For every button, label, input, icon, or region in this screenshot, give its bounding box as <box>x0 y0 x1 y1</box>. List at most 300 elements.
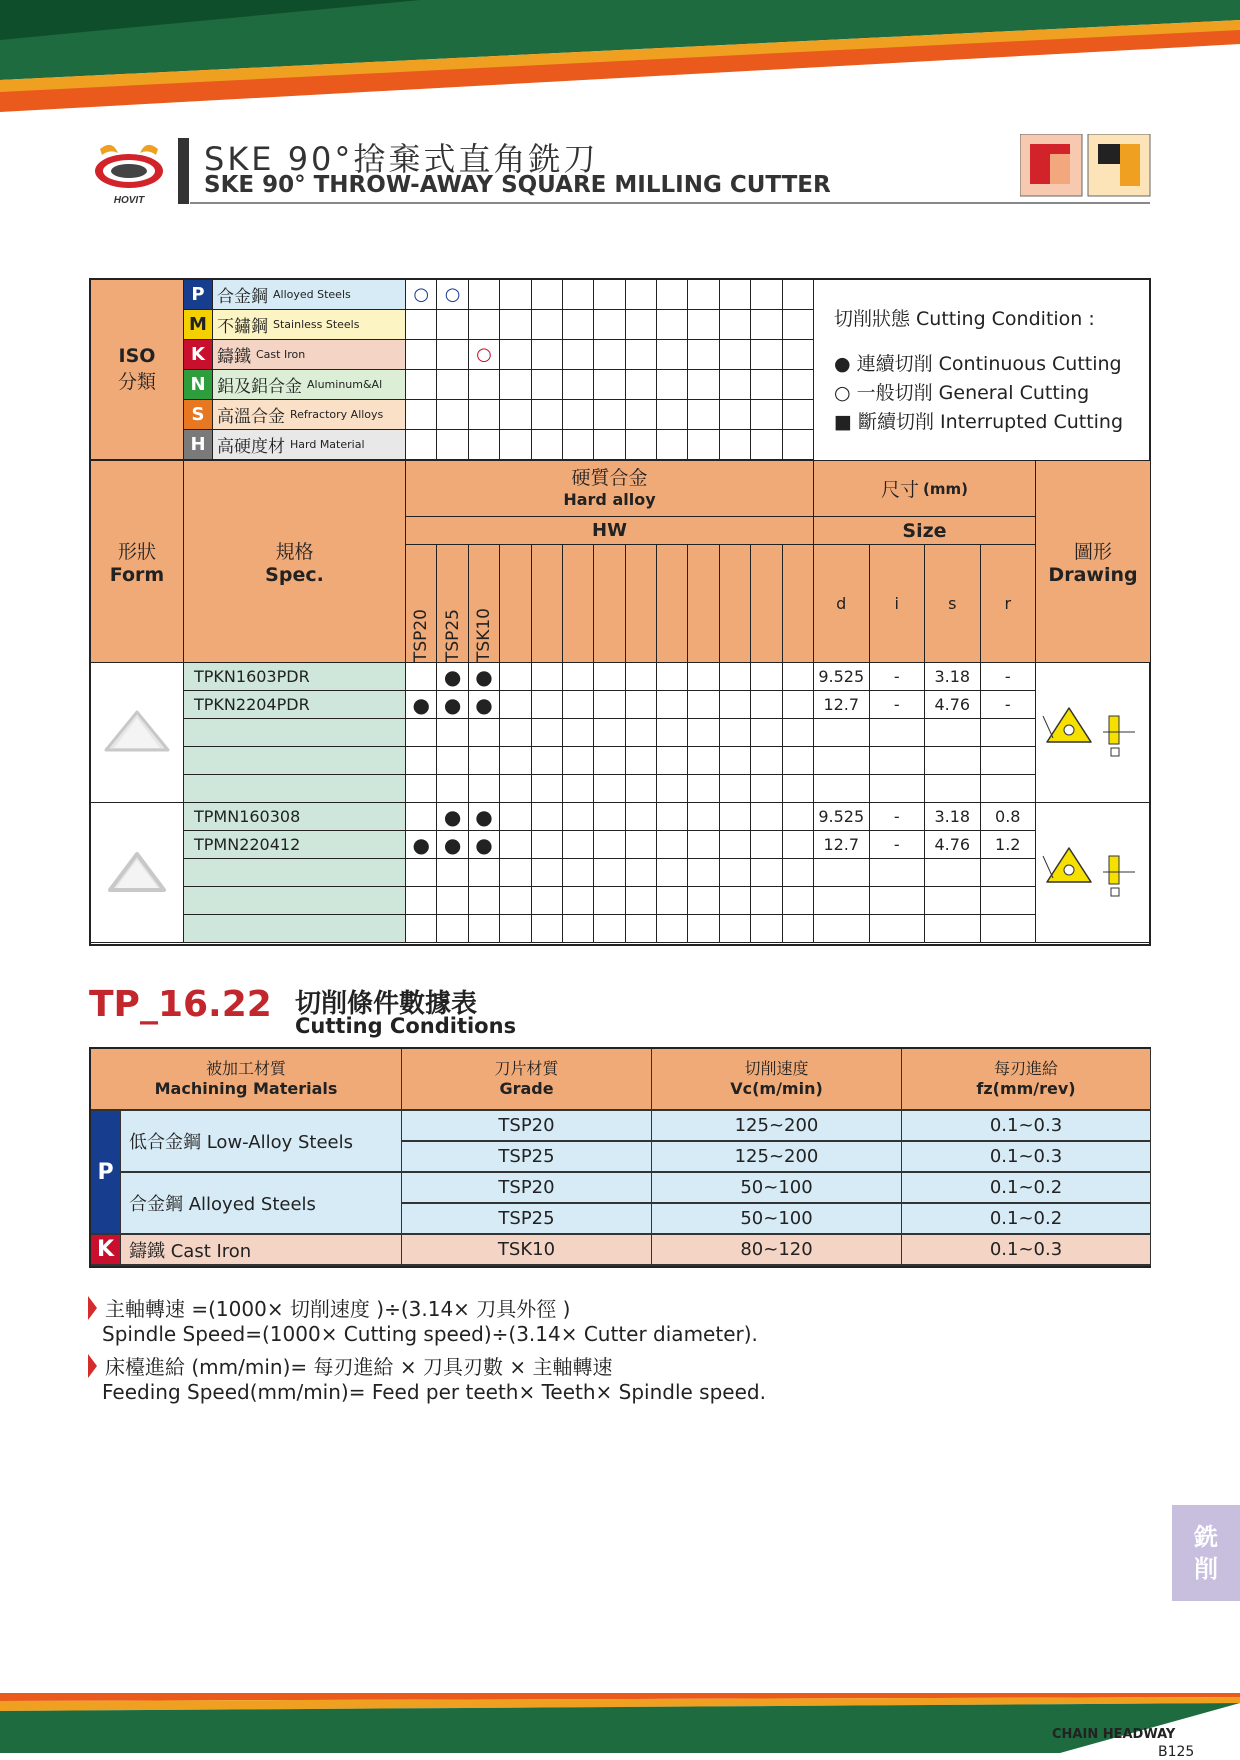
grade-mark-cell <box>500 915 531 943</box>
iso-material-m-cn: 不鏽鋼 <box>217 317 268 337</box>
iso-grid-cell <box>500 310 531 340</box>
material-low-alloy: 低合金鋼 Low-Alloy Steels <box>121 1111 402 1173</box>
grade-mark-cell <box>406 691 437 719</box>
material-cast-iron: 鑄鐵 Cast Iron <box>121 1235 402 1266</box>
grade-mark-cell <box>500 691 531 719</box>
grade-mark-cell <box>594 915 625 943</box>
condition-fz: 0.1~0.2 <box>902 1173 1151 1204</box>
grade-mark-cell <box>626 915 657 943</box>
conditions-title-cn: 切削條件數據表 <box>295 989 478 1019</box>
milling-type-icons <box>1020 134 1152 198</box>
size-value-s: 4.76 <box>925 691 981 719</box>
grade-mark-cell <box>751 803 782 831</box>
grade-mark-cell <box>720 915 751 943</box>
iso-grid-cell <box>532 430 563 460</box>
grade-mark-cell <box>688 663 719 691</box>
size-value-i <box>870 887 926 915</box>
note-feed-en: Feeding Speed(mm/min)= Feed per teeth× Teeth× Spindle speed. <box>102 1380 766 1404</box>
brand-text: HOVIT <box>113 195 145 206</box>
grade-mark-cell <box>594 775 625 803</box>
grade-mark-cell <box>751 775 782 803</box>
grade-mark-cell <box>469 887 500 915</box>
grade-mark-cell <box>406 719 437 747</box>
size-value-d <box>814 915 870 943</box>
grade-mark-cell <box>563 719 594 747</box>
grade-mark-cell <box>657 831 688 859</box>
iso-material-m <box>213 310 406 340</box>
size-value-s <box>925 859 981 887</box>
size-value-s: 3.18 <box>925 663 981 691</box>
hard-alloy-en: Hard alloy <box>563 489 656 509</box>
iso-grid-cell <box>657 280 688 310</box>
size-value-r: - <box>981 663 1037 691</box>
iso-grid-cell <box>500 340 531 370</box>
grade-mark-cell <box>751 831 782 859</box>
iso-grid-cell <box>437 310 468 340</box>
iso-grid-cell <box>532 340 563 370</box>
col-header-material <box>91 1049 402 1111</box>
size-header-cn <box>814 461 1036 517</box>
grade-mark-cell <box>437 915 468 943</box>
note-feed-cn-text: 床檯進給 (mm/min)= 每刃進給 × 刀具刃數 × 主軸轉速 <box>105 1355 613 1379</box>
size-value-s: 4.76 <box>925 831 981 859</box>
iso-grid-cell <box>688 340 719 370</box>
drawing-cell-tpmn <box>1036 803 1151 943</box>
iso-label-cn: 分類 <box>117 371 156 393</box>
footer-banner <box>0 1693 1240 1753</box>
grade-mark-cell <box>469 859 500 887</box>
grade-mark-cell <box>469 719 500 747</box>
iso-grid-cell <box>688 310 719 340</box>
grade-mark-cell <box>563 663 594 691</box>
grade-mark-cell <box>532 691 563 719</box>
grade-mark-cell <box>594 691 625 719</box>
form-header <box>91 461 184 663</box>
grade-mark-cell <box>437 887 468 915</box>
condition-grade: TSP20 <box>402 1173 652 1204</box>
size-value-r: 0.8 <box>981 803 1037 831</box>
iso-applicability-mark: ○ <box>476 343 492 365</box>
legend-continuous: ● 連續切削 Continuous Cutting <box>834 353 1122 375</box>
grade-mark-cell <box>783 859 814 887</box>
iso-letter-p: P <box>184 280 213 310</box>
grade-mark-cell <box>751 915 782 943</box>
conditions-title-en: Cutting Conditions <box>295 1014 517 1038</box>
iso-letter-s: S <box>184 400 213 430</box>
iso-material-s-cn: 高溫合金 <box>217 407 285 427</box>
iso-grid-cell <box>406 370 437 400</box>
grade-mark-cell <box>437 831 468 859</box>
iso-grid-cell <box>594 430 625 460</box>
grade-mark-cell <box>751 887 782 915</box>
grade-mark-cell <box>437 663 468 691</box>
size-value-r <box>981 887 1037 915</box>
grade-header-cell <box>406 545 437 663</box>
grade-header-cell <box>437 545 468 663</box>
iso-grid-cell <box>751 370 782 400</box>
iso-grid-cell <box>532 400 563 430</box>
iso-grid-cell <box>783 310 814 340</box>
iso-grid-cell <box>594 310 625 340</box>
grade-header-cell <box>469 545 500 663</box>
legend-interrupted: ■ 斷續切削 Interrupted Cutting <box>834 411 1124 433</box>
spec-row-name: TPKN2204PDR <box>184 691 406 719</box>
iso-grid-cell <box>500 400 531 430</box>
condition-fz: 0.1~0.2 <box>902 1204 1151 1235</box>
grade-mark-cell <box>626 803 657 831</box>
grade-applicability-dot: ● <box>443 664 462 689</box>
iso-grid-cell <box>783 400 814 430</box>
hard-alloy-cn: 硬質合金 <box>571 466 648 489</box>
grade-mark-cell <box>594 663 625 691</box>
grade-applicability-dot: ● <box>443 692 462 717</box>
col-header-grade <box>402 1049 652 1111</box>
spec-row-name <box>184 747 406 775</box>
iso-grid-cell <box>469 400 500 430</box>
iso-grid-cell <box>532 310 563 340</box>
grade-mark-cell <box>720 747 751 775</box>
iso-grid-cell <box>594 370 625 400</box>
grade-mark-cell <box>626 719 657 747</box>
grade-mark-cell <box>406 887 437 915</box>
grade-mark-cell <box>563 747 594 775</box>
iso-grid-cell <box>532 370 563 400</box>
grade-header-label: TSP25 <box>442 608 463 662</box>
grade-mark-cell <box>783 691 814 719</box>
iso-grid-cell <box>500 430 531 460</box>
grade-mark-cell <box>532 915 563 943</box>
iso-material-m-en: Stainless Steels <box>273 318 360 331</box>
grade-mark-cell <box>437 747 468 775</box>
iso-grid-cell <box>437 340 468 370</box>
size-col-header: r <box>981 545 1037 663</box>
condition-vc: 80~120 <box>652 1235 902 1266</box>
grade-applicability-dot: ● <box>475 804 493 829</box>
grade-mark-cell <box>657 719 688 747</box>
grade-header-cell <box>594 545 625 663</box>
condition-fz: 0.1~0.3 <box>902 1235 1151 1266</box>
size-value-d: 12.7 <box>814 691 870 719</box>
iso-grid-cell <box>469 430 500 460</box>
iso-grid-cell <box>406 310 437 340</box>
grade-mark-cell <box>626 747 657 775</box>
grade-mark-cell <box>563 831 594 859</box>
size-value-r <box>981 719 1037 747</box>
iso-grid-cell <box>751 280 782 310</box>
header-banner <box>0 0 1240 120</box>
grade-header-cell <box>626 545 657 663</box>
condition-vc: 50~100 <box>652 1173 902 1204</box>
grade-mark-cell <box>720 775 751 803</box>
grade-mark-cell <box>783 803 814 831</box>
iso-grid-cell <box>688 370 719 400</box>
grade-mark-cell <box>469 803 500 831</box>
iso-grid-cell <box>720 310 751 340</box>
spec-row-name <box>184 887 406 915</box>
grade-mark-cell <box>751 663 782 691</box>
grade-mark-cell <box>657 663 688 691</box>
iso-letter-n: N <box>184 370 213 400</box>
grade-mark-cell <box>406 747 437 775</box>
iso-label-en: ISO <box>118 345 156 367</box>
section-tab-milling[interactable] <box>1172 1505 1240 1601</box>
grade-mark-cell <box>626 831 657 859</box>
col-header-grade-cn: 刀片材質 <box>494 1059 559 1078</box>
iso-material-n-cn: 鋁及鋁合金 <box>217 377 302 397</box>
size-value-d <box>814 887 870 915</box>
grade-mark-cell <box>500 803 531 831</box>
page-title-cn: SKE 90°捨棄式直角銑刀 <box>204 140 599 178</box>
spec-row-name <box>184 859 406 887</box>
grade-mark-cell <box>626 775 657 803</box>
condition-vc: 125~200 <box>652 1142 902 1173</box>
insert-drawing-icon <box>1039 838 1147 908</box>
size-value-i <box>870 859 926 887</box>
iso-material-p <box>213 280 406 310</box>
grade-header-cell <box>751 545 782 663</box>
iso-grid-cell <box>563 430 594 460</box>
iso-material-k-cn: 鑄鐵 <box>217 347 251 367</box>
spec-row-name <box>184 719 406 747</box>
grade-mark-cell <box>688 719 719 747</box>
grade-mark-cell <box>563 887 594 915</box>
grade-mark-cell <box>500 831 531 859</box>
page-number: B125 <box>1158 1744 1195 1760</box>
iso-grid-cell <box>626 430 657 460</box>
drawing-header-cn: 圖形 <box>1073 541 1112 563</box>
grade-applicability-dot: ● <box>412 692 430 717</box>
size-value-i: - <box>870 831 926 859</box>
iso-grid-cell <box>751 340 782 370</box>
size-value-s: 3.18 <box>925 803 981 831</box>
iso-material-s <box>213 400 406 430</box>
iso-grid-cell <box>563 340 594 370</box>
spec-header <box>184 461 406 663</box>
form-cell-tpmn <box>91 803 184 943</box>
grade-applicability-dot: ● <box>475 832 493 857</box>
iso-grid-cell <box>626 400 657 430</box>
grade-mark-cell <box>720 691 751 719</box>
grade-mark-cell <box>626 663 657 691</box>
grade-mark-cell <box>469 663 500 691</box>
grade-mark-cell <box>688 831 719 859</box>
grade-mark-cell <box>720 719 751 747</box>
iso-material-p-en: Alloyed Steels <box>273 288 351 301</box>
condition-grade: TSP25 <box>402 1204 652 1235</box>
size-value-r <box>981 747 1037 775</box>
footer-brand: CHAIN HEADWAY <box>1052 1727 1176 1742</box>
grade-mark-cell <box>500 887 531 915</box>
size-value-s <box>925 747 981 775</box>
iso-grid-cell <box>532 280 563 310</box>
iso-letter-k: K <box>184 340 213 370</box>
grade-mark-cell <box>500 663 531 691</box>
size-value-r: 1.2 <box>981 831 1037 859</box>
insert-drawing-icon <box>1039 698 1147 768</box>
section-tab-char-2: 削 <box>1194 1555 1218 1583</box>
iso-label-cell <box>91 280 184 460</box>
grade-header-cell <box>783 545 814 663</box>
size-value-d: 12.7 <box>814 831 870 859</box>
iso-material-k <box>213 340 406 370</box>
grade-mark-cell <box>594 803 625 831</box>
iso-grid-cell <box>406 280 437 310</box>
grade-mark-cell <box>532 887 563 915</box>
size-value-s <box>925 915 981 943</box>
iso-grid-cell <box>594 340 625 370</box>
col-header-speed-en: Vc(m/min) <box>730 1079 823 1098</box>
col-header-speed <box>652 1049 902 1111</box>
grade-mark-cell <box>532 775 563 803</box>
iso-p-badge: P <box>91 1111 121 1235</box>
grade-mark-cell <box>563 775 594 803</box>
size-value-i: - <box>870 663 926 691</box>
grade-mark-cell <box>751 859 782 887</box>
grade-mark-cell <box>657 887 688 915</box>
note-arrow-icon <box>88 1354 97 1378</box>
grade-mark-cell <box>406 915 437 943</box>
grade-mark-cell <box>688 691 719 719</box>
grade-mark-cell <box>783 831 814 859</box>
col-header-feed-cn: 每刃進給 <box>993 1059 1058 1078</box>
iso-material-s-en: Refractory Alloys <box>290 408 384 421</box>
grade-mark-cell <box>783 915 814 943</box>
form-header-cn: 形狀 <box>117 541 156 563</box>
grade-mark-cell <box>532 719 563 747</box>
page-title-en: SKE 90° THROW-AWAY SQUARE MILLING CUTTER <box>204 172 831 198</box>
cutting-condition-title: 切削狀態 Cutting Condition : <box>834 308 1095 330</box>
grade-applicability-dot: ● <box>475 692 493 717</box>
size-value-i: - <box>870 803 926 831</box>
spec-row-name <box>184 775 406 803</box>
iso-material-h <box>213 430 406 460</box>
grade-mark-cell <box>437 691 468 719</box>
iso-grid-cell <box>563 310 594 340</box>
grade-mark-cell <box>594 859 625 887</box>
size-value-d <box>814 747 870 775</box>
grade-mark-cell <box>626 859 657 887</box>
grade-mark-cell <box>657 747 688 775</box>
iso-grid-cell <box>783 280 814 310</box>
iso-material-n <box>213 370 406 400</box>
iso-grid-cell <box>626 310 657 340</box>
grade-header-label: TSP20 <box>411 608 432 662</box>
grade-mark-cell <box>500 859 531 887</box>
grade-mark-cell <box>594 747 625 775</box>
iso-grid-cell <box>783 370 814 400</box>
iso-grid-cell <box>469 370 500 400</box>
size-value-d: 9.525 <box>814 803 870 831</box>
hard-alloy-header <box>406 461 814 517</box>
grade-mark-cell <box>783 663 814 691</box>
iso-grid-cell <box>751 310 782 340</box>
grade-mark-cell <box>500 719 531 747</box>
size-value-r <box>981 915 1037 943</box>
size-col-header: s <box>925 545 981 663</box>
grade-mark-cell <box>594 887 625 915</box>
grade-mark-cell <box>469 775 500 803</box>
grade-mark-cell <box>469 831 500 859</box>
grade-mark-cell <box>688 915 719 943</box>
size-value-i <box>870 775 926 803</box>
note-feed-cn <box>88 1351 612 1380</box>
iso-grid-cell <box>594 280 625 310</box>
size-col-header: i <box>870 545 926 663</box>
iso-applicability-mark: ○ <box>444 283 461 305</box>
iso-grid-cell <box>783 340 814 370</box>
iso-letter-h: H <box>184 430 213 460</box>
iso-grid-cell <box>500 370 531 400</box>
grade-header-cell <box>532 545 563 663</box>
grade-mark-cell <box>532 859 563 887</box>
condition-grade: TSP20 <box>402 1111 652 1142</box>
hovit-logo <box>92 135 166 207</box>
size-value-i <box>870 747 926 775</box>
iso-grid-cell <box>720 400 751 430</box>
drawing-cell-tpkn <box>1036 663 1151 803</box>
grade-mark-cell <box>406 831 437 859</box>
iso-material-p-cn: 合金鋼 <box>217 287 268 307</box>
grade-applicability-dot: ● <box>475 664 493 689</box>
grade-mark-cell <box>532 747 563 775</box>
iso-grid-cell <box>657 340 688 370</box>
grade-mark-cell <box>594 831 625 859</box>
grade-header-cell <box>563 545 594 663</box>
title-divider <box>190 202 1150 204</box>
grade-header-cell <box>500 545 531 663</box>
grade-mark-cell <box>406 803 437 831</box>
spec-header-cn: 規格 <box>275 541 314 563</box>
condition-vc: 125~200 <box>652 1111 902 1142</box>
iso-grid-cell <box>469 310 500 340</box>
grade-mark-cell <box>563 691 594 719</box>
grade-mark-cell <box>783 747 814 775</box>
col-header-speed-cn: 切削速度 <box>744 1059 809 1078</box>
spec-header-en: Spec. <box>265 564 324 586</box>
grade-mark-cell <box>783 887 814 915</box>
grade-mark-cell <box>720 831 751 859</box>
grade-mark-cell <box>783 719 814 747</box>
iso-grid-cell <box>783 430 814 460</box>
size-value-d <box>814 775 870 803</box>
grade-applicability-dot: ● <box>412 832 430 857</box>
grade-header-cell <box>657 545 688 663</box>
size-col-header: d <box>814 545 870 663</box>
condition-vc: 50~100 <box>652 1204 902 1235</box>
conditions-code: TP_16.22 <box>89 984 272 1025</box>
grade-mark-cell <box>626 691 657 719</box>
iso-grid-cell <box>751 400 782 430</box>
iso-grid-cell <box>563 280 594 310</box>
grade-mark-cell <box>437 775 468 803</box>
size-value-r <box>981 859 1037 887</box>
drawing-header <box>1036 461 1151 663</box>
grade-mark-cell <box>688 887 719 915</box>
iso-material-n-en: Aluminum&Al <box>307 378 383 391</box>
grade-mark-cell <box>469 915 500 943</box>
grade-header-label: TSK10 <box>473 608 494 662</box>
grade-mark-cell <box>720 859 751 887</box>
material-alloyed: 合金鋼 Alloyed Steels <box>121 1173 402 1235</box>
note-arrow-icon <box>88 1296 97 1320</box>
grade-mark-cell <box>469 691 500 719</box>
condition-fz: 0.1~0.3 <box>902 1142 1151 1173</box>
grade-mark-cell <box>469 747 500 775</box>
triangle-insert-icon <box>102 708 172 758</box>
hw-header: HW <box>406 517 814 545</box>
condition-grade: TSP25 <box>402 1142 652 1173</box>
triangle-insert-icon <box>106 850 168 896</box>
